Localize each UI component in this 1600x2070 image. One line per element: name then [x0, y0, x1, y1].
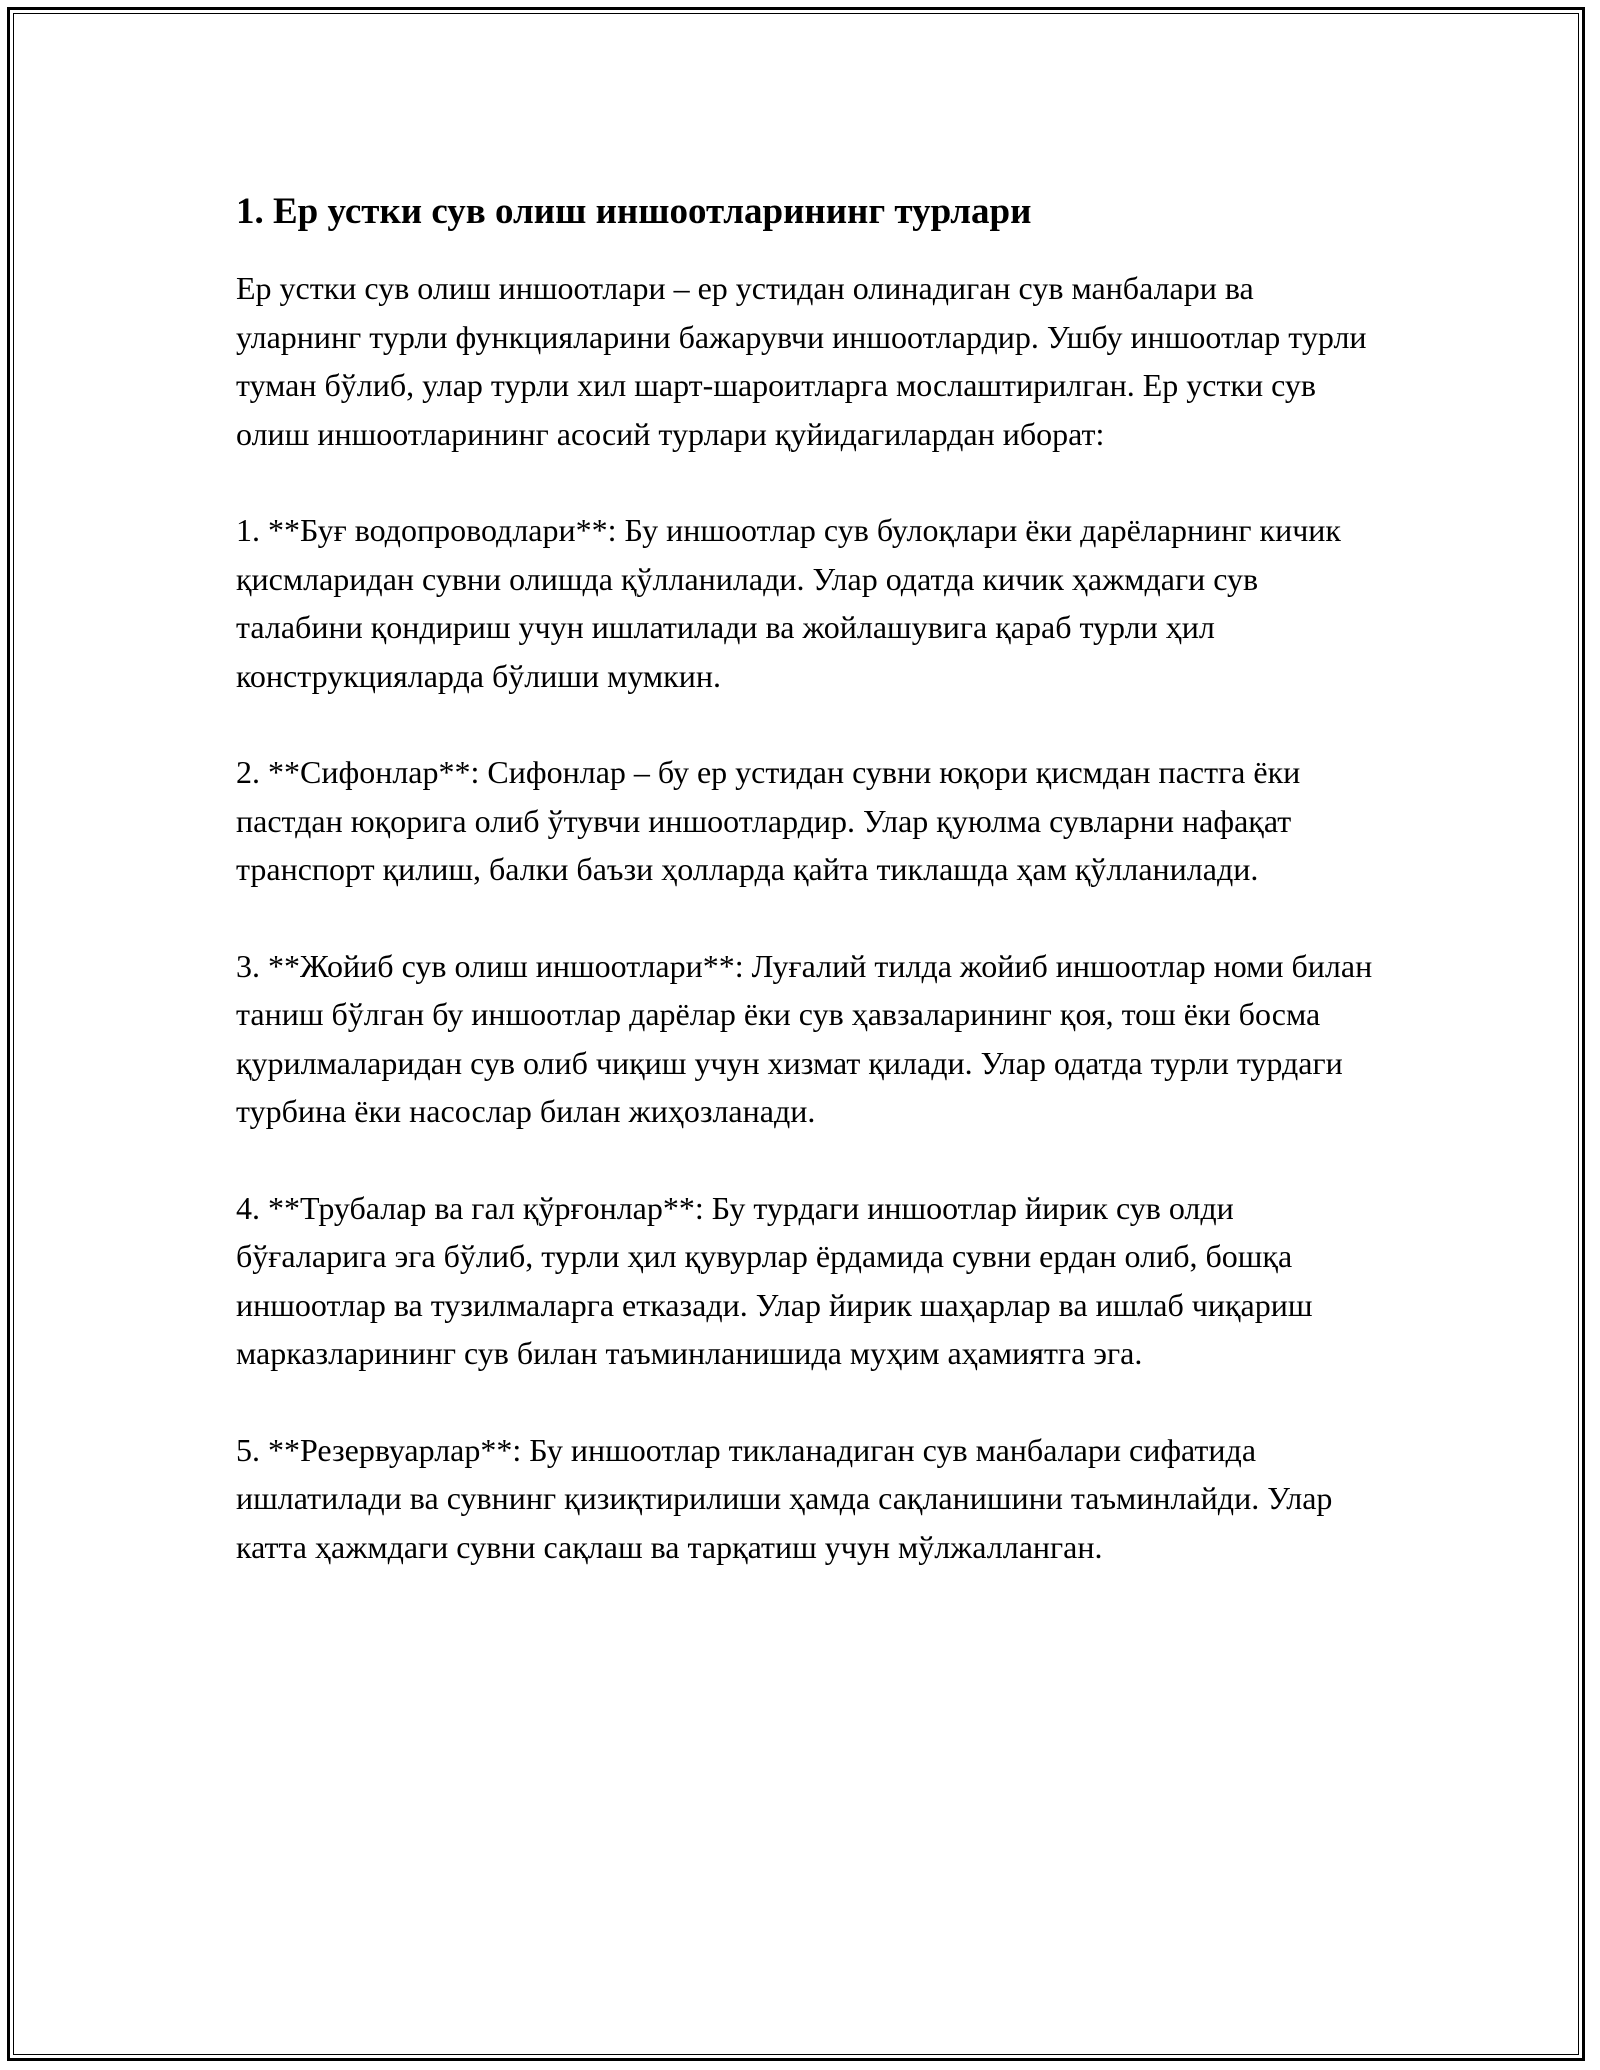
list-item-5: 5. **Резервуарлар**: Бу иншоотлар тикланадиган сув манбалари сифатида ишлатилади ва сувнинг қизиқтирилиши ҳамда сақланишини таъминлайди. Улар катта ҳажмдаги сувни сақлаш ва тарқатиш учун мўлжалланган. [236, 1431, 1333, 1565]
list-item-4: 4. **Трубалар ва гал қўрғонлар**: Бу турдаги иншоотлар йирик сув олди бўғаларига эга бўлиб, турли ҳил қувурлар ёрдамида сувни ердан олиб, бошқа иншоотлар ва тузилмаларга етказади. Улар йирик шаҳарлар ва ишлаб чиқариш марказларининг сув билан таъминланишида муҳим аҳамиятга эга. [236, 1189, 1313, 1371]
intro-paragraph: Ер устки сув олиш иншоотлари – ер устидан олинадиган сув манбалари ва уларнинг турли функцияларини бажарувчи иншоотлардир. Ушбу иншоотлар турли туман бўлиб, улар турли хил шарт-шароитларга мослаштирилган. Ер устки сув олиш иншоотларининг асосий турлари қуйидагилардан иборат: [236, 270, 1367, 452]
list-item-3: 3. **Жойиб сув олиш иншоотлари**: Луғалий тилда жойиб иншоотлар номи билан таниш бўлган бу иншоотлар дарёлар ёки сув ҳавзаларининг қоя, тош ёки босма қурилмаларидан сув олиб чиқиш учун хизмат қилади. Улар одатда турли турдаги турбина ёки насослар билан жиҳозланади. [236, 947, 1373, 1129]
list-item-2: 2. **Сифонлар**: Сифонлар – бу ер устидан сувни юқори қисмдан пастга ёки пастдан юқорига олиб ўтувчи иншоотлардир. Улар қуюлма сувларни нафақат транспорт қилиш, балки баъзи ҳолларда қайта тиклашда ҳам қўлланилади. [236, 754, 1301, 887]
document-body [236, 188, 1376, 1619]
list-item-1: 1. **Буғ водопроводлари**: Бу иншоотлар сув булоқлари ёки дарёларнинг кичик қисмларидан сувни олишда қўлланилади. Улар одатда кичик ҳажмдаги сув талабини қондириш учун ишлатилади ва жойлашувига қараб турли ҳил конструкцияларда бўлиши мумкин. [236, 512, 1341, 694]
document-heading: 1. Ер устки сув олиш иншоотларининг турлари [236, 191, 1032, 232]
